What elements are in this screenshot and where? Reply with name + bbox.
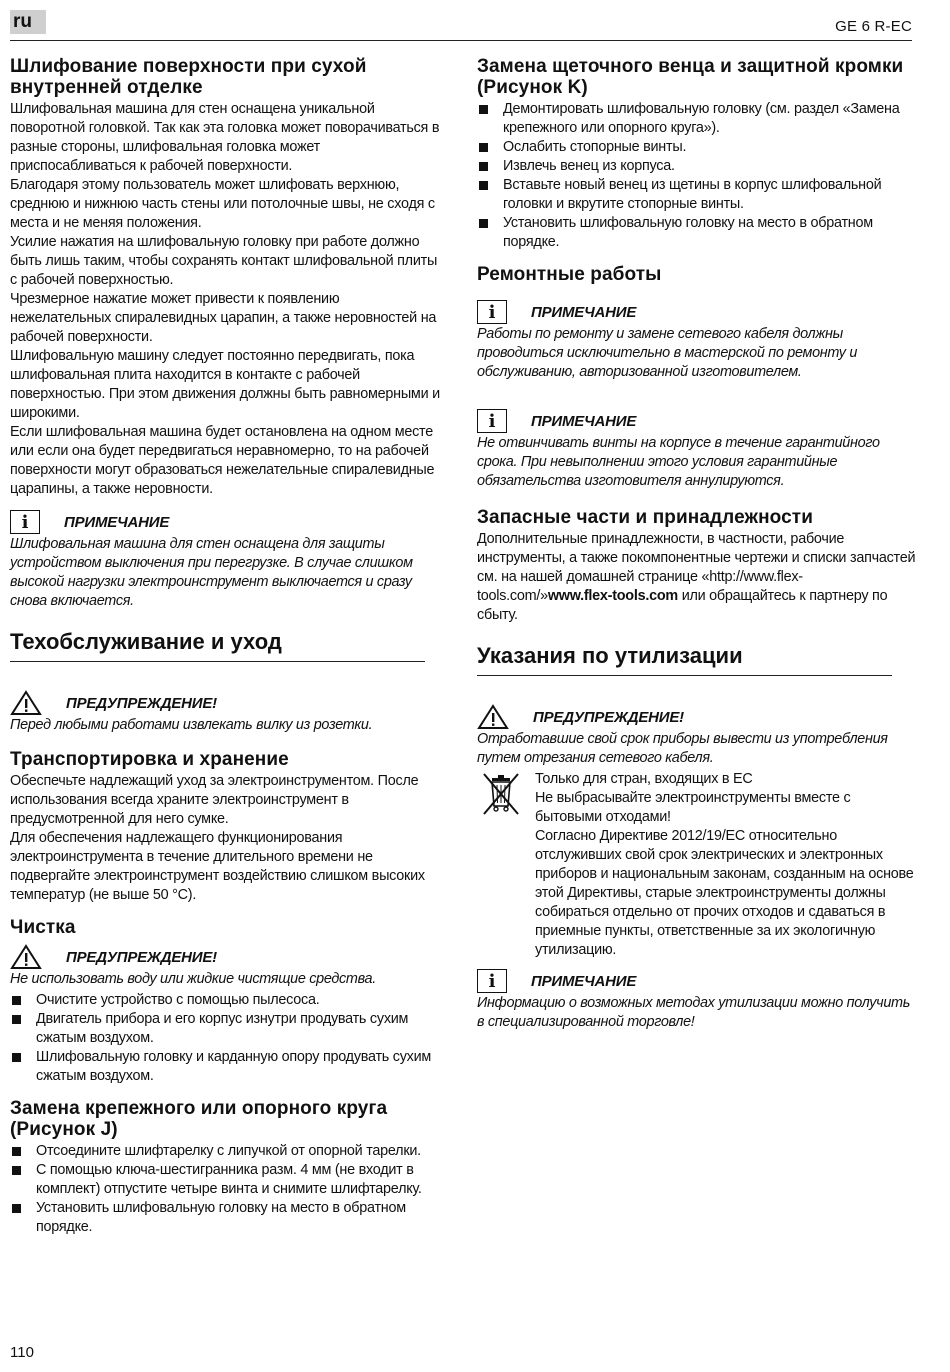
brush-ring-list (477, 100, 917, 252)
section-title-brush-ring: Замена щеточного венца и защитной кромки (Рисунок K) (477, 56, 904, 98)
chapter-title-maintenance: Техобслуживание и уход (10, 629, 425, 662)
note-header (477, 299, 917, 325)
crossed-bin-icon (479, 770, 523, 818)
warning-text: Перед любыми работами извлекать вилку из розетки. (10, 717, 373, 733)
paragraph: Шлифовальная машина для стен оснащена уникальной поворотной головкой. Так как эта головка может поворачиваться в разные стороны, шлифовальная головка может приспосабливаться к рабочей поверхности. (10, 101, 440, 174)
warning-triangle-icon (477, 704, 509, 730)
eu-line: Не выбрасывайте электроинструменты вместе с бытовыми отходами! (535, 790, 851, 825)
note-text: Работы по ремонту и замене сетевого кабеля должны проводиться исключительно в мастерской по ремонту и обслуживанию, авторизованной изготовителем. (477, 326, 858, 380)
paragraph: Шлифовальную машину следует постоянно передвигать, пока шлифовальная плита находится в контакте с рабочей поверхностью. При этом движения должны быть равномерными и широкими. (10, 348, 440, 421)
warning-label: ПРЕДУПРЕЖДЕНИЕ! (66, 948, 217, 966)
eu-disposal-block (477, 770, 917, 960)
eu-line: Согласно Директиве 2012/19/EC относительно отслуживших свой срок электрических и электронных приборов и национальным законам, созданным на основе этой Директивы, старые электроинструменты должны собираться отдельно от прочих отходов и сдаваться в приемные пункты, ответственные за их экологичную утилизацию. (535, 828, 914, 958)
warning-text: Не использовать воду или жидкие чистящие средства. (10, 971, 376, 987)
header-rule (10, 40, 912, 41)
list-item: Установить шлифовальную головку на место в обратном порядке. (477, 214, 917, 252)
spare-parts-text (477, 530, 917, 625)
paragraph: Усилие нажатия на шлифовальную головку при работе должно быть лишь таким, чтобы сохранять контакт шлифовальной плиты с рабочей поверхностью. (10, 234, 438, 288)
warning-header (10, 944, 442, 970)
note-text: Шлифовальная машина для стен оснащена для защиты устройством выключения при перегрузке. В случае слишком высокой нагрузки электроинструмент выключается и сразу снова включается. (10, 536, 413, 609)
note-label: ПРИМЕЧАНИЕ (64, 513, 170, 531)
warning-label: ПРЕДУПРЕЖДЕНИЕ! (66, 694, 217, 712)
list-item: Шлифовальную головку и карданную опору продувать сухим сжатым воздухом. (10, 1048, 442, 1086)
language-badge: ru (10, 10, 46, 34)
list-item: Установить шлифовальную головку на место в обратном порядке. (10, 1199, 442, 1237)
list-item: Двигатель прибора и его корпус изнутри продувать сухим сжатым воздухом. (10, 1010, 442, 1048)
info-icon: i (477, 969, 507, 993)
list-item: Извлечь венец из корпуса. (477, 157, 917, 176)
paragraph: Благодаря этому пользователь может шлифовать верхнюю, среднюю и нижнюю часть стены или потолочные швы, не сходя с места и не меняя положения. (10, 177, 435, 231)
chapter-title-disposal: Указания по утилизации (477, 643, 892, 676)
paragraph: Если шлифовальная машина будет остановлена на одном месте или если она будет передвигаться неравномерно, то на рабочей поверхности могут образоваться нежелательные спиралевидные царапины, а также неровности. (10, 424, 435, 497)
list-item: С помощью ключа-шестигранника разм. 4 мм (не входит в комплект) отпустите четыре винта и снимите шлифтарелку. (10, 1161, 442, 1199)
paragraph: Обеспечьте надлежащий уход за электроинструментом. После использования всегда храните электроинструмент в предусмотренной для него сумке. (10, 773, 419, 827)
eu-disposal-text (535, 770, 917, 960)
note-header (10, 509, 442, 535)
info-icon: i (10, 510, 40, 534)
warning-header (10, 690, 442, 716)
list-item: Вставьте новый венец из щетины в корпус шлифовальной головки и вкрутите стопорные винты. (477, 176, 917, 214)
website-link[interactable]: www.flex-tools.com (547, 588, 678, 604)
model-name: GE 6 R-EC (835, 18, 912, 35)
list-item: Демонтировать шлифовальную головку (см. раздел «Замена крепежного или опорного круга»). (477, 100, 917, 138)
list-item: Ослабить стопорные винты. (477, 138, 917, 157)
section-title-cleaning: Чистка (10, 917, 76, 938)
note-label: ПРИМЕЧАНИЕ (531, 303, 637, 321)
note-header (477, 408, 917, 434)
info-icon: i (477, 409, 507, 433)
pad-replacement-list (10, 1142, 442, 1237)
spare-parts-text-end: или обращайтесь к партнеру по сбыту. (477, 588, 888, 623)
section-title-spare-parts: Запасные части и принадлежности (477, 507, 813, 528)
warning-text: Отработавшие свой срок приборы вывести из употребления путем отрезания сетевого кабеля. (477, 731, 888, 766)
section-title-transport: Транспортировка и хранение (10, 749, 289, 770)
list-item: Отсоедините шлифтарелку с липучкой от опорной тарелки. (10, 1142, 442, 1161)
paragraph: Чрезмерное нажатие может привести к появлению нежелательных спиралевидных царапин, а также неровностей на рабочей поверхности. (10, 291, 437, 345)
note-label: ПРИМЕЧАНИЕ (531, 412, 637, 430)
info-icon: i (477, 300, 507, 324)
paragraph: Для обеспечения надлежащего функционирования электроинструмента в течение длительного времени не подвергайте электроинструмент воздействию слишком высоких температур (не выше 50 °C). (10, 830, 425, 903)
left-column (10, 52, 442, 1237)
warning-triangle-icon (10, 690, 42, 716)
section-title-repair: Ремонтные работы (477, 264, 662, 285)
warning-label: ПРЕДУПРЕЖДЕНИЕ! (533, 708, 684, 726)
section-title-pad-replacement: Замена крепежного или опорного круга (Рисунок J) (10, 1098, 388, 1140)
warning-triangle-icon (10, 944, 42, 970)
cleaning-list (10, 991, 442, 1086)
note-text: Информацию о возможных методах утилизации можно получить в специализированной торговле! (477, 995, 910, 1030)
eu-line: Только для стран, входящих в ЕС (535, 771, 753, 787)
note-header (477, 968, 917, 994)
warning-header (477, 704, 917, 730)
list-item: Очистите устройство с помощью пылесоса. (10, 991, 442, 1010)
right-column (477, 52, 917, 1032)
page-number: 110 (10, 1344, 34, 1361)
section-title-dry-sanding: Шлифование поверхности при сухой внутренней отделке (10, 56, 367, 98)
note-label: ПРИМЕЧАНИЕ (531, 972, 637, 990)
note-text: Не отвинчивать винты на корпусе в течение гарантийного срока. При невыполнении этого условия гарантийные обязательства изготовителя аннулируются. (477, 435, 880, 489)
spare-parts-text-start: Дополнительные принадлежности, в частности, рабочие инструменты, а также покомпонентные чертежи и списки запчастей см. на нашей домашней странице «http://www.flex-tools.com/» (477, 531, 916, 604)
